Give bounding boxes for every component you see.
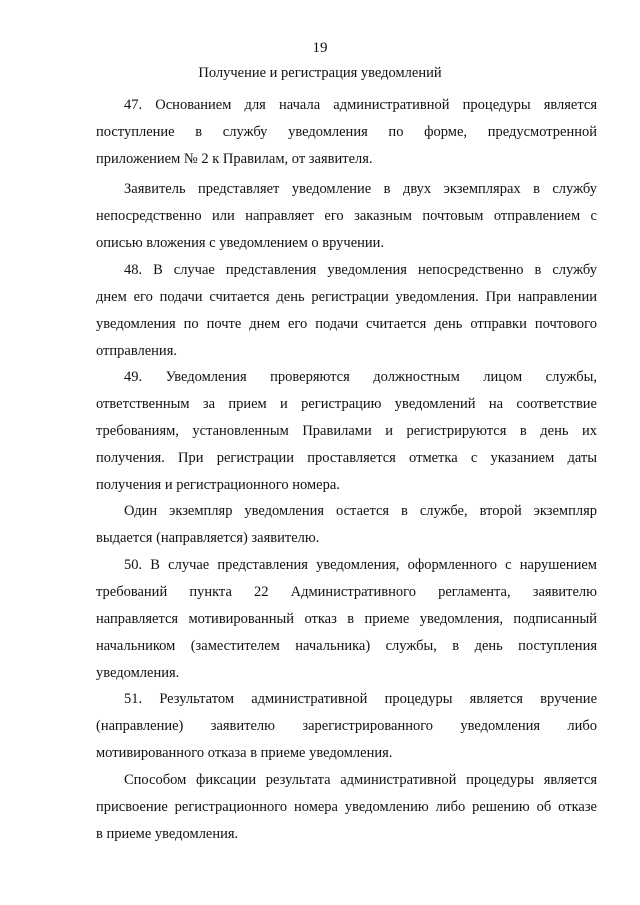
paragraph-line: Способом фиксации результата административной процедуры является — [124, 772, 597, 788]
paragraph-line: уведомления. — [96, 665, 180, 681]
paragraph-line: днем его подачи считается день регистрации уведомления. При направлении — [96, 289, 597, 305]
paragraph-47 — [96, 92, 597, 173]
paragraph-line: приложением № 2 к Правилам, от заявителя. — [96, 151, 373, 167]
paragraph-copy — [96, 498, 597, 552]
paragraph-line: мотивированного отказа в приеме уведомления. — [96, 745, 393, 761]
paragraph-line: отправления. — [96, 343, 177, 359]
paragraph-line: ответственным за прием и регистрацию уведомлений на соответствие — [96, 396, 597, 412]
paragraph-50 — [96, 552, 597, 687]
paragraph-line: Заявитель представляет уведомление в двух экземплярах в службу — [124, 181, 597, 197]
section-heading: Получение и регистрация уведомлений — [198, 65, 442, 81]
paragraph-line: требований пункта 22 Административного регламента, заявителю — [96, 584, 597, 600]
paragraph-line: выдается (направляется) заявителю. — [96, 530, 320, 546]
paragraph-line: 47. Основанием для начала административной процедуры является — [124, 97, 597, 113]
paragraph-line: начальником (заместителем начальника) службы, в день поступления — [96, 638, 597, 654]
paragraph-line: требованиям, установленным Правилами и регистрируются в день их — [96, 423, 597, 439]
paragraph-applicant — [96, 176, 597, 257]
paragraph-line: 50. В случае представления уведомления, оформленного с нарушением — [124, 557, 597, 573]
paragraph-line: в приеме уведомления. — [96, 826, 239, 842]
paragraph-line: Один экземпляр уведомления остается в службе, второй экземпляр — [124, 503, 597, 519]
paragraph-line: 49. Уведомления проверяются должностным лицом службы, — [124, 369, 597, 385]
paragraph-line: 48. В случае представления уведомления непосредственно в службу — [124, 262, 597, 278]
paragraph-line: получения. При регистрации проставляется отметка с указанием даты — [96, 450, 597, 466]
paragraph-line: непосредственно или направляет его заказным почтовым отправлением с — [96, 208, 597, 224]
paragraph-line: описью вложения с уведомлением о вручении. — [96, 235, 385, 251]
paragraph-line: получения и регистрационного номера. — [96, 477, 340, 493]
paragraph-line: направляется мотивированный отказ в приеме уведомления, подписанный — [96, 611, 597, 627]
paragraph-line: присвоение регистрационного номера уведомлению либо решению об отказе — [96, 799, 597, 815]
paragraph-line: поступление в службу уведомления по форме, предусмотренной — [96, 124, 597, 140]
paragraph-line: (направление) заявителю зарегистрированного уведомления либо — [96, 718, 597, 734]
page-number: 19 — [312, 40, 328, 56]
paragraph-fixation — [96, 767, 597, 848]
paragraph-line: уведомления по почте днем его подачи считается день отправки почтового — [96, 316, 597, 332]
paragraph-51 — [96, 686, 597, 767]
paragraph-line: 51. Результатом административной процедуры является вручение — [124, 691, 597, 707]
paragraph-49 — [96, 364, 597, 499]
paragraph-48 — [96, 257, 597, 365]
